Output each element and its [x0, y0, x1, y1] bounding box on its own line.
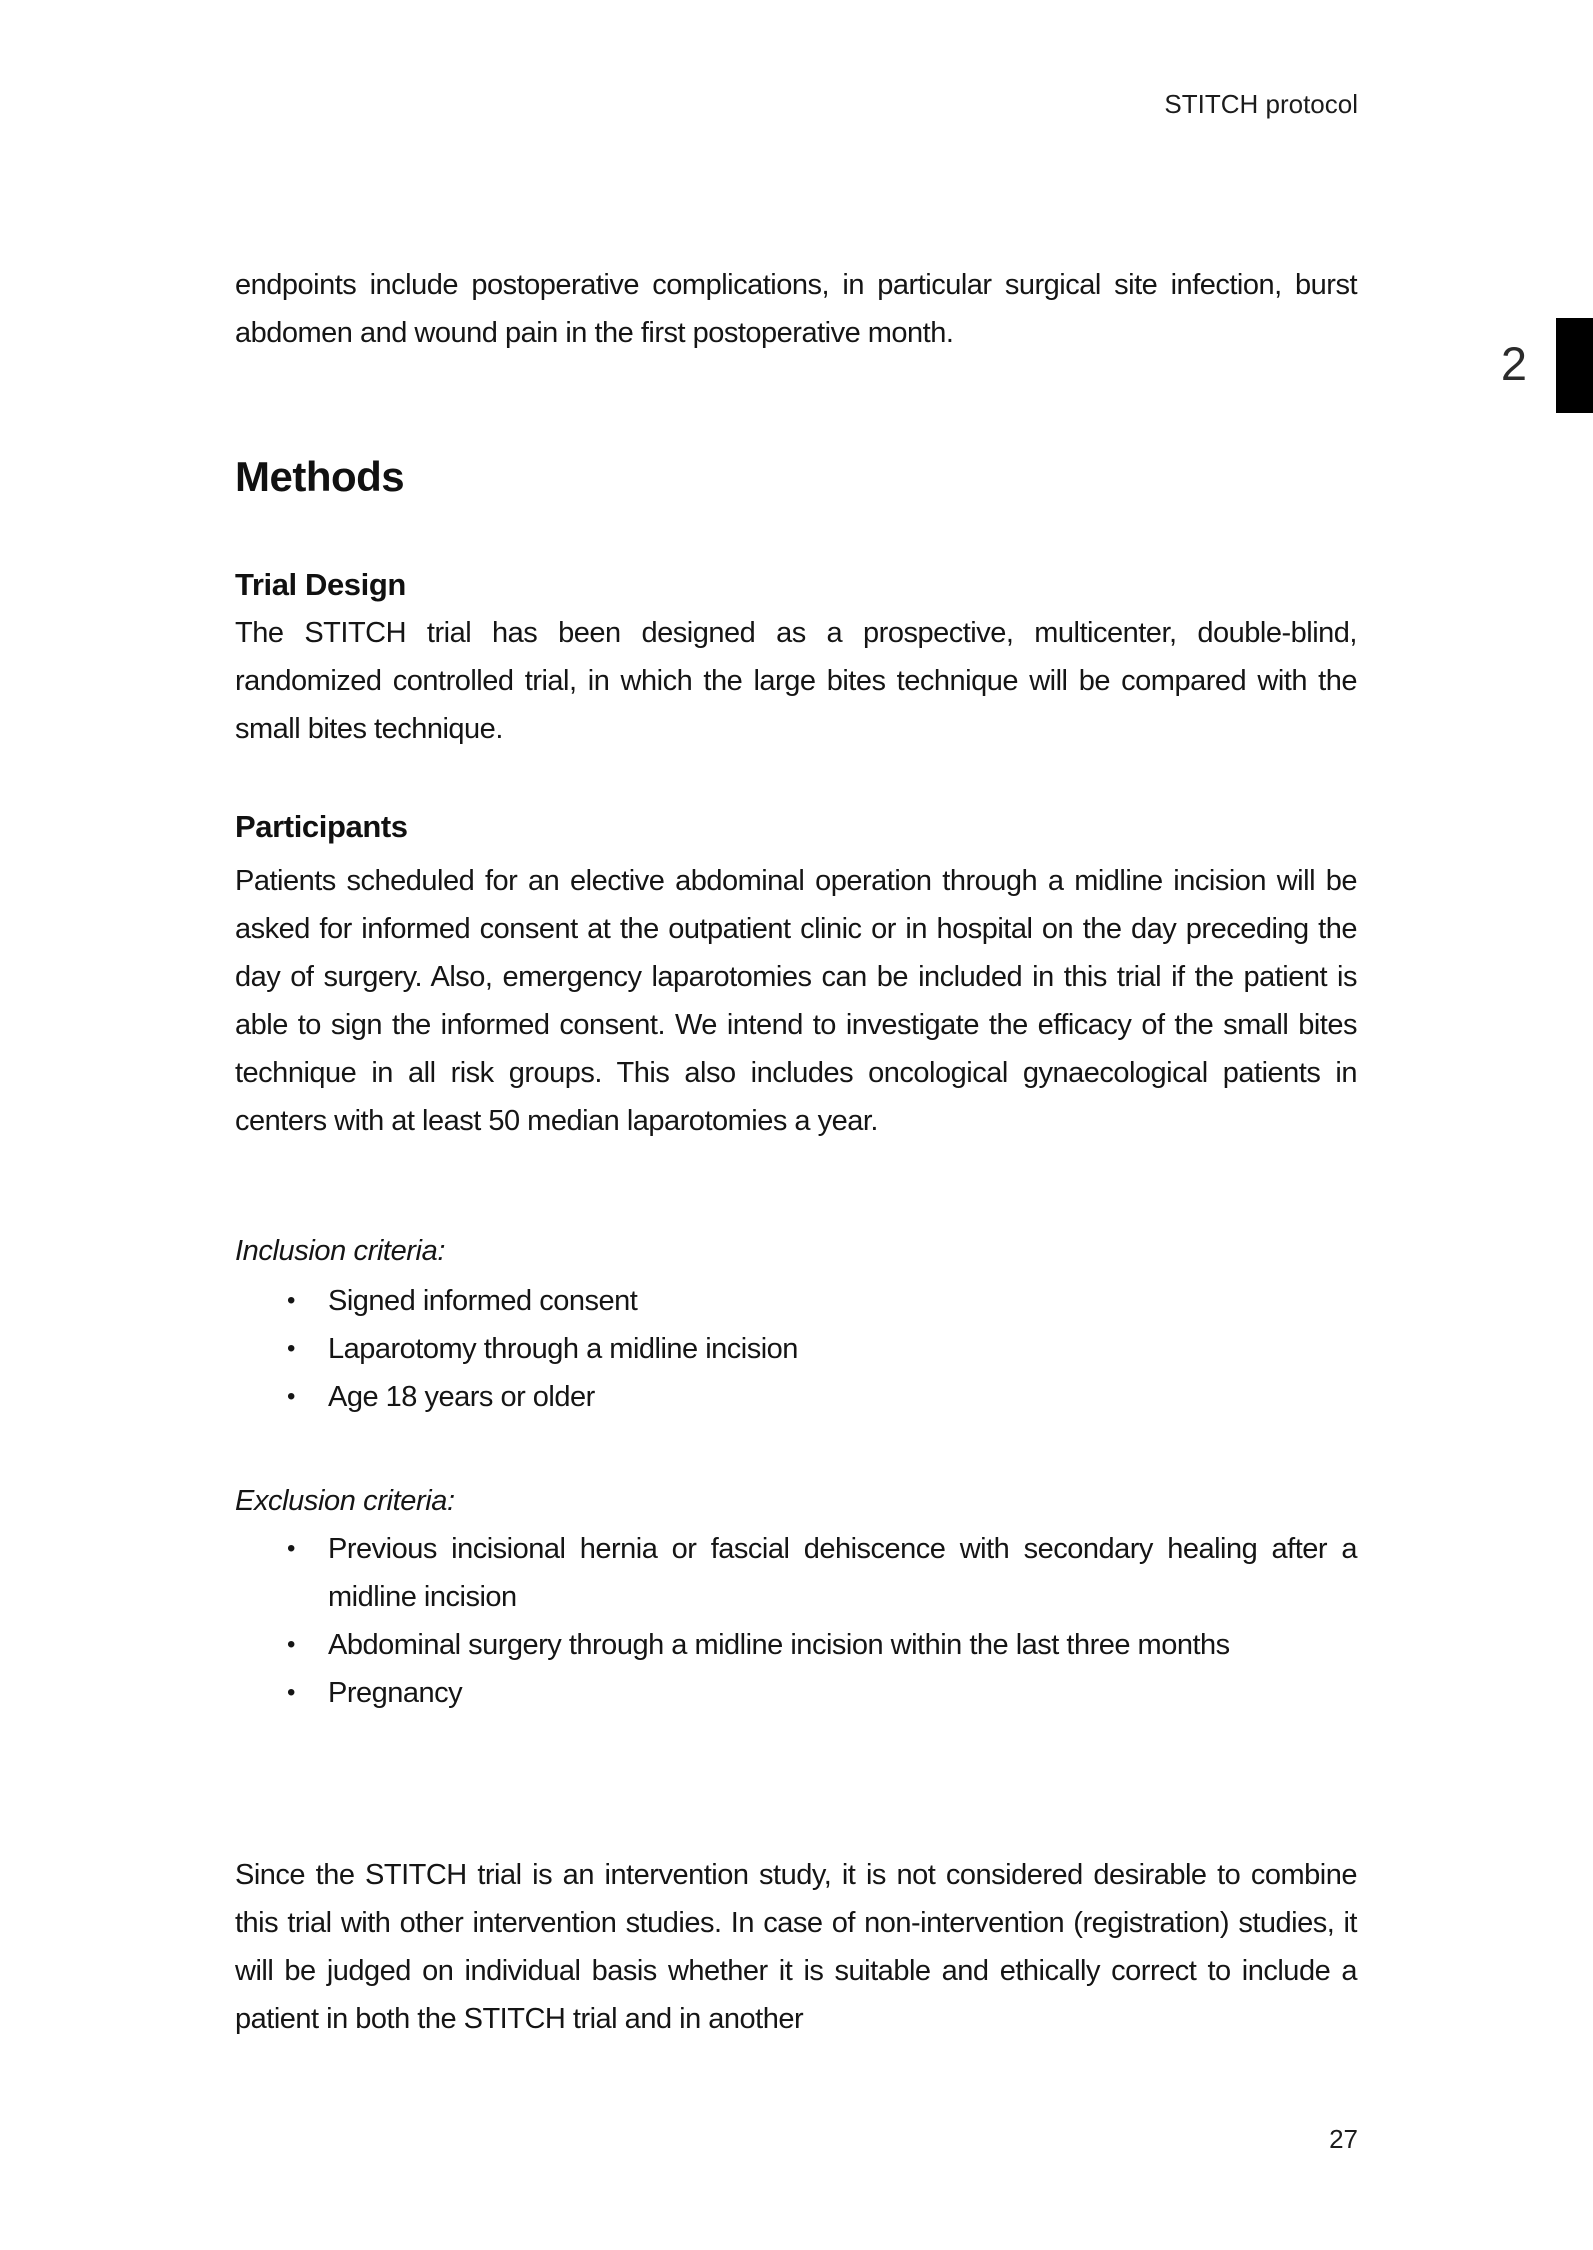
running-header: STITCH protocol — [1164, 89, 1358, 119]
chapter-tab-marker — [1556, 318, 1593, 413]
page-number: 27 — [1329, 2124, 1358, 2154]
chapter-number: 2 — [1500, 337, 1527, 390]
exclusion-criteria-label: Exclusion criteria: — [235, 1485, 455, 1517]
intro-paragraph: endpoints include postoperative complications, in particular surgical site infection, burst abdomen and wound pain in the first postoperative month. — [235, 269, 1357, 349]
list-item: • Signed informed consent — [235, 1277, 1357, 1325]
methods-heading: Methods — [235, 453, 405, 501]
list-item: • Abdominal surgery through a midline incision within the last three months — [235, 1621, 1357, 1669]
exclusion-criteria-list — [235, 1525, 1357, 1717]
list-item: • Laparotomy through a midline incision — [235, 1325, 1357, 1373]
trial-design-paragraph: The STITCH trial has been designed as a prospective, multicenter, double-blind, randomized controlled trial, in which the large bites technique will be compared with the small bites technique. — [235, 617, 1357, 745]
list-item: • Age 18 years or older — [235, 1373, 1357, 1421]
inclusion-criteria-list — [235, 1277, 1357, 1421]
participants-heading: Participants — [235, 808, 408, 844]
list-item: • Pregnancy — [235, 1669, 1357, 1717]
closing-paragraph: Since the STITCH trial is an intervention study, it is not considered desirable to combine this trial with other intervention studies. In case of non-intervention (registration) studies, it will be judged on individual basis whether it is suitable and ethically correct to include a patient in both the STITCH trial and in another — [235, 1859, 1357, 2035]
list-item: • Previous incisional hernia or fascial dehiscence with secondary healing after a midline incision — [235, 1525, 1357, 1621]
inclusion-criteria-label: Inclusion criteria: — [235, 1235, 445, 1267]
participants-paragraph: Patients scheduled for an elective abdominal operation through a midline incision will be asked for informed consent at the outpatient clinic or in hospital on the day preceding the day of surgery. Also, emergency laparotomies can be included in this trial if the patient is able to sign the informed consent. We intend to investigate the efficacy of the small bites technique in all risk groups. This also includes oncological gynaecological patients in centers with at least 50 median laparotomies a year. — [235, 865, 1357, 1137]
trial-design-heading: Trial Design — [235, 566, 406, 602]
